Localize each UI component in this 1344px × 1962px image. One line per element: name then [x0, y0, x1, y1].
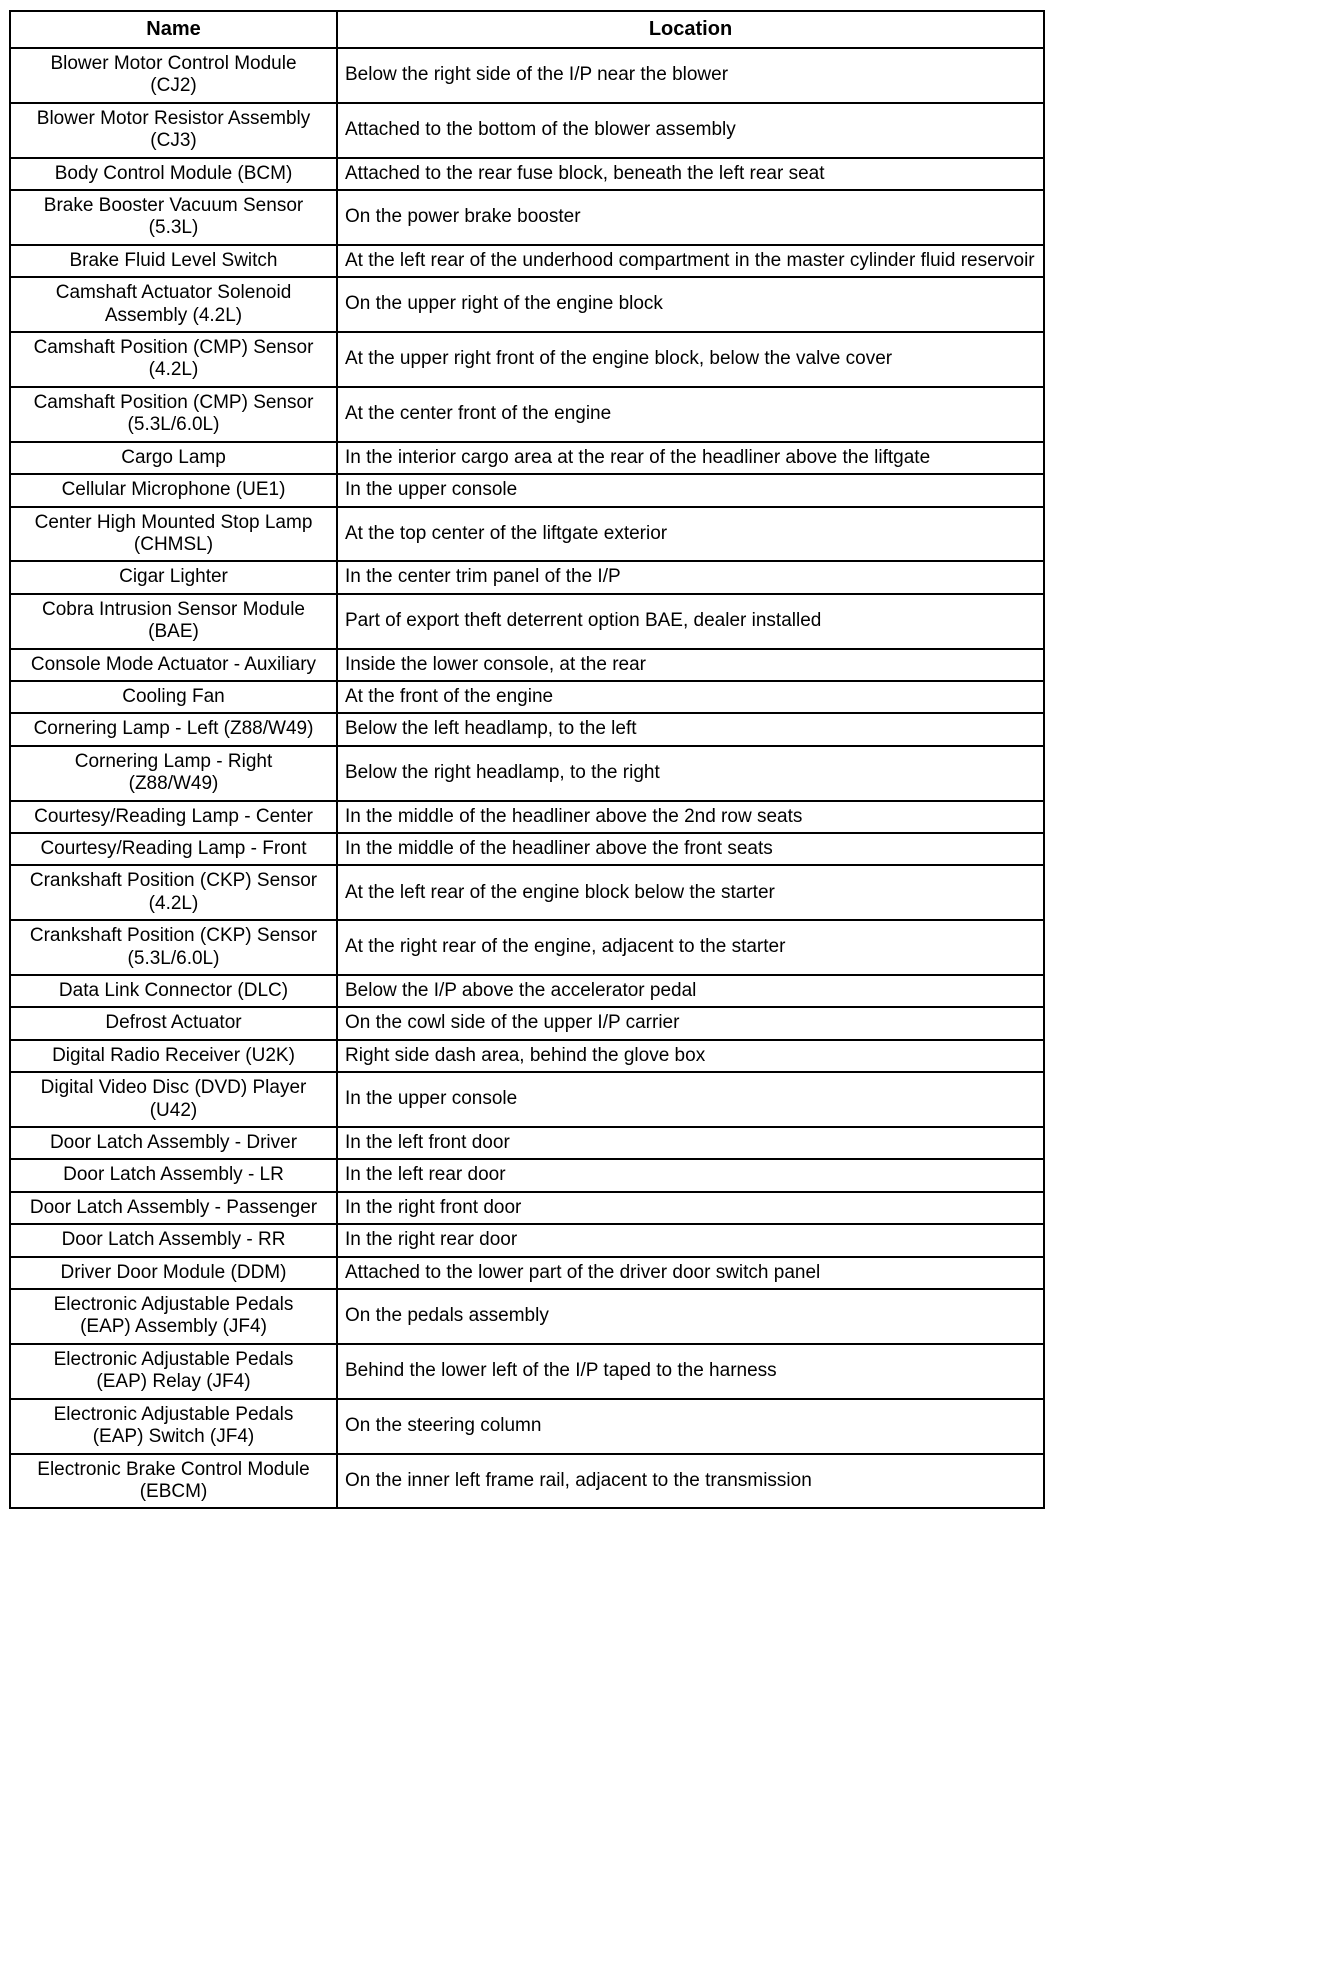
table-row [10, 1040, 1044, 1072]
component-name-line-2: (BAE) [148, 621, 199, 643]
table-row [10, 746, 1044, 801]
component-name-cell [10, 1224, 337, 1256]
component-name-line: Door Latch Assembly - RR [61, 1229, 286, 1251]
component-name-cell [10, 1289, 337, 1344]
table-row [10, 594, 1044, 649]
table-row [10, 442, 1044, 474]
component-name-cell [10, 1344, 337, 1399]
table-row [10, 865, 1044, 920]
component-name-cell [10, 975, 337, 1007]
component-location-cell: In the left front door [337, 1127, 1044, 1159]
table-row [10, 1072, 1044, 1127]
component-name-line-2: (CHMSL) [133, 533, 214, 555]
component-name-line: Center High Mounted Stop Lamp [34, 511, 313, 533]
component-name-cell [10, 474, 337, 506]
component-location-cell: At the center front of the engine [337, 387, 1044, 442]
component-location-cell: In the upper console [337, 474, 1044, 506]
component-location-cell: On the pedals assembly [337, 1289, 1044, 1344]
component-name-cell [10, 713, 337, 745]
component-name-line-2: (5.3L) [148, 217, 199, 239]
component-name-cell [10, 277, 337, 332]
component-name-line: Brake Booster Vacuum Sensor [43, 195, 304, 217]
component-location-cell: At the front of the engine [337, 681, 1044, 713]
component-name-cell [10, 245, 337, 277]
component-name-cell [10, 681, 337, 713]
table-row [10, 48, 1044, 103]
component-name-cell [10, 865, 337, 920]
component-location-cell: In the middle of the headliner above the 2nd row seats [337, 801, 1044, 833]
component-name-line-2: (U42) [149, 1099, 198, 1121]
component-name-cell [10, 1127, 337, 1159]
table-row [10, 245, 1044, 277]
component-name-cell [10, 332, 337, 387]
component-location-cell: In the center trim panel of the I/P [337, 561, 1044, 593]
component-location-cell: In the upper console [337, 1072, 1044, 1127]
component-location-cell: Behind the lower left of the I/P taped to the harness [337, 1344, 1044, 1399]
component-name-line: Electronic Adjustable Pedals [53, 1403, 294, 1425]
component-name-line-2: (CJ2) [150, 75, 197, 97]
component-location-cell: On the cowl side of the upper I/P carrier [337, 1007, 1044, 1039]
table-row [10, 1257, 1044, 1289]
component-name-line: Driver Door Module (DDM) [60, 1261, 287, 1283]
component-location-cell: Below the right headlamp, to the right [337, 746, 1044, 801]
component-name-cell [10, 746, 337, 801]
component-name-line: Electronic Adjustable Pedals [53, 1294, 294, 1316]
component-name-line-2: (4.2L) [148, 892, 199, 914]
component-name-line-2: (EAP) Assembly (JF4) [80, 1316, 267, 1338]
table-row [10, 1159, 1044, 1191]
table-row [10, 1289, 1044, 1344]
component-name-line: Courtesy/Reading Lamp - Center [34, 805, 313, 827]
table-row [10, 561, 1044, 593]
component-location-cell: On the steering column [337, 1399, 1044, 1454]
component-name-line-2: Assembly (4.2L) [104, 304, 243, 326]
component-name-line: Digital Radio Receiver (U2K) [52, 1044, 295, 1066]
table-row [10, 507, 1044, 562]
table-row [10, 1127, 1044, 1159]
component-name-cell [10, 103, 337, 158]
component-location-cell: In the left rear door [337, 1159, 1044, 1191]
component-name-line-2: (EAP) Relay (JF4) [96, 1371, 251, 1393]
component-name-line: Blower Motor Control Module [50, 53, 297, 74]
component-name-cell [10, 594, 337, 649]
table-header-row [10, 11, 1044, 48]
component-location-cell: Below the I/P above the accelerator pedal [337, 975, 1044, 1007]
component-name-cell [10, 1399, 337, 1454]
component-location-cell: In the right rear door [337, 1224, 1044, 1256]
component-name-cell [10, 442, 337, 474]
component-name-cell [10, 1454, 337, 1509]
component-name-line: Console Mode Actuator - Auxiliary [30, 653, 317, 675]
component-name-line-2: (EAP) Switch (JF4) [92, 1426, 255, 1448]
component-name-line: Door Latch Assembly - LR [63, 1164, 284, 1186]
component-name-cell [10, 561, 337, 593]
component-location-cell: In the interior cargo area at the rear of the headliner above the liftgate [337, 442, 1044, 474]
component-name-line-2: (EBCM) [139, 1480, 208, 1502]
table-row [10, 1224, 1044, 1256]
component-name-line: Electronic Adjustable Pedals [53, 1348, 294, 1370]
component-name-cell [10, 158, 337, 190]
component-location-cell: Below the right side of the I/P near the blower [337, 48, 1044, 103]
component-name-line: Camshaft Position (CMP) Sensor [33, 337, 314, 359]
component-name-cell [10, 920, 337, 975]
table-row [10, 681, 1044, 713]
component-location-cell: Attached to the rear fuse block, beneath the left rear seat [337, 158, 1044, 190]
table-row [10, 920, 1044, 975]
component-name-line: Electronic Brake Control Module [37, 1458, 310, 1480]
table-row [10, 1007, 1044, 1039]
table-row [10, 713, 1044, 745]
component-name-cell [10, 190, 337, 245]
component-name-line: Cobra Intrusion Sensor Module [42, 598, 305, 620]
component-location-cell: In the right front door [337, 1192, 1044, 1224]
component-location-cell: At the top center of the liftgate exterior [337, 507, 1044, 562]
table-row [10, 833, 1044, 865]
table-row [10, 474, 1044, 506]
component-location-cell: On the inner left frame rail, adjacent to the transmission [337, 1454, 1044, 1509]
component-location-table [9, 10, 1045, 1509]
component-name-line: Crankshaft Position (CKP) Sensor [29, 925, 318, 947]
component-name-cell [10, 507, 337, 562]
table-row [10, 975, 1044, 1007]
component-name-line: Cooling Fan [122, 685, 225, 707]
component-name-cell [10, 833, 337, 865]
component-name-line: Cellular Microphone (UE1) [61, 479, 286, 501]
component-name-line: Camshaft Actuator Solenoid [55, 282, 292, 304]
component-name-line-2: (CJ3) [150, 130, 197, 152]
component-name-cell [10, 1159, 337, 1191]
table-body [10, 48, 1044, 1508]
component-name-line: Crankshaft Position (CKP) Sensor [29, 870, 318, 892]
component-name-line: Door Latch Assembly - Passenger [29, 1196, 318, 1218]
component-name-cell [10, 801, 337, 833]
table-row [10, 332, 1044, 387]
component-location-cell: At the left rear of the engine block below the starter [337, 865, 1044, 920]
component-location-cell: Attached to the bottom of the blower assembly [337, 103, 1044, 158]
component-location-cell: At the upper right front of the engine block, below the valve cover [337, 332, 1044, 387]
component-name-cell [10, 1072, 337, 1127]
component-location-cell: On the upper right of the engine block [337, 277, 1044, 332]
table-row [10, 1454, 1044, 1509]
component-location-cell: Inside the lower console, at the rear [337, 649, 1044, 681]
component-name-line: Courtesy/Reading Lamp - Front [40, 837, 307, 859]
table-row [10, 103, 1044, 158]
component-name-cell [10, 48, 337, 103]
component-name-cell [10, 387, 337, 442]
component-location-cell: Part of export theft deterrent option BAE, dealer installed [337, 594, 1044, 649]
component-location-cell: In the middle of the headliner above the front seats [337, 833, 1044, 865]
component-location-cell: At the right rear of the engine, adjacent to the starter [337, 920, 1044, 975]
component-location-cell: On the power brake booster [337, 190, 1044, 245]
component-name-cell [10, 1192, 337, 1224]
component-name-line: Door Latch Assembly - Driver [49, 1132, 298, 1154]
component-name-line: Cornering Lamp - Left (Z88/W49) [33, 718, 314, 740]
table-row [10, 649, 1044, 681]
component-location-cell: Right side dash area, behind the glove box [337, 1040, 1044, 1072]
component-name-line: Defrost Actuator [105, 1012, 242, 1034]
component-name-line-2: (4.2L) [148, 359, 199, 381]
component-name-line: Camshaft Position (CMP) Sensor [33, 391, 314, 413]
component-name-line: Cornering Lamp - Right [74, 750, 273, 772]
table-row [10, 801, 1044, 833]
table-row [10, 158, 1044, 190]
component-name-cell [10, 1007, 337, 1039]
component-name-line: Digital Video Disc (DVD) Player [40, 1077, 307, 1099]
component-name-line: Blower Motor Resistor Assembly [36, 107, 311, 129]
column-header-location: Location [337, 11, 1044, 48]
component-location-cell: Below the left headlamp, to the left [337, 713, 1044, 745]
component-name-line-2: (5.3L/6.0L) [127, 414, 220, 436]
component-name-line: Cigar Lighter [119, 566, 228, 588]
table-row [10, 387, 1044, 442]
table-row [10, 190, 1044, 245]
table-row [10, 1344, 1044, 1399]
component-name-cell [10, 1040, 337, 1072]
component-name-line: Data Link Connector (DLC) [58, 980, 289, 1001]
component-name-cell [10, 1257, 337, 1289]
table-row [10, 1192, 1044, 1224]
component-name-line-2: (5.3L/6.0L) [127, 947, 220, 969]
table-row [10, 277, 1044, 332]
table-row [10, 1399, 1044, 1454]
column-header-name: Name [10, 11, 337, 48]
component-name-cell [10, 649, 337, 681]
component-location-cell: Attached to the lower part of the driver door switch panel [337, 1257, 1044, 1289]
component-name-line-2: (Z88/W49) [128, 773, 219, 795]
component-name-line: Cargo Lamp [121, 446, 226, 468]
component-location-cell: At the left rear of the underhood compartment in the master cylinder fluid reservoir [337, 245, 1044, 277]
component-name-line: Body Control Module (BCM) [54, 162, 293, 184]
component-name-line: Brake Fluid Level Switch [69, 249, 278, 271]
